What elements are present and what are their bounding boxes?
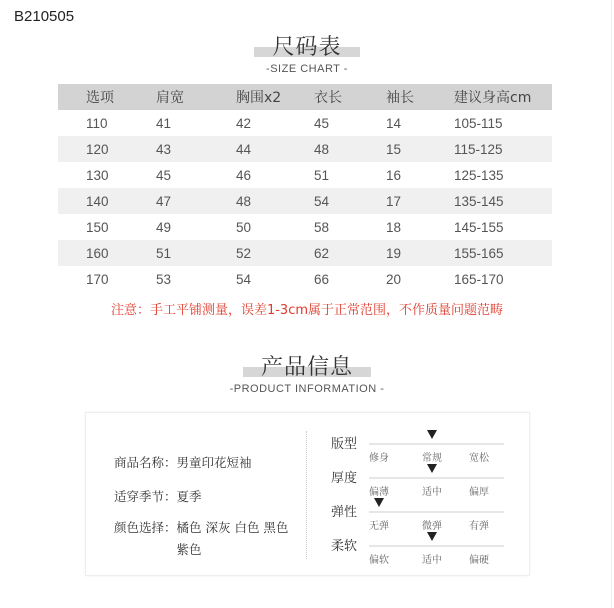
table-cell: 115-125 <box>454 136 552 162</box>
selected-indicator-icon <box>427 430 437 439</box>
table-cell: 41 <box>156 115 172 131</box>
table-cell: 20 <box>386 271 402 287</box>
table-cell: 48 <box>236 188 314 214</box>
measurement-note: 注意：手工平铺测量，误差1-3cm属于正常范围，不作质量问题范畴 <box>110 303 504 318</box>
scale-option: 无弹 <box>369 521 389 532</box>
scale-track <box>369 511 504 513</box>
scale-track <box>369 443 504 445</box>
table-cell: 170 <box>86 271 109 287</box>
scale-option: 有弹 <box>469 521 489 532</box>
table-cell: 140 <box>58 188 156 214</box>
header-cell: 肩宽 <box>156 84 236 110</box>
table-cell: 145-155 <box>454 219 504 235</box>
scale-option: 宽松 <box>469 453 489 464</box>
table-cell: 18 <box>386 219 402 235</box>
header-cell: 袖长 <box>386 84 454 110</box>
header-cell: 胸围x2 <box>236 84 314 110</box>
table-cell: 49 <box>156 219 172 235</box>
product-info-title: 产品信息 <box>243 350 371 381</box>
table-cell: 54 <box>314 188 386 214</box>
table-cell: 44 <box>236 136 314 162</box>
scale-option: 偏薄 <box>369 487 389 498</box>
table-cell: 16 <box>386 167 402 183</box>
header-cell: 建议身高cm <box>454 84 552 110</box>
table-cell: 58 <box>314 219 330 235</box>
selected-indicator-icon <box>427 532 437 541</box>
table-cell: 15 <box>386 136 454 162</box>
table-cell: 17 <box>386 188 454 214</box>
scale-option: 偏硬 <box>469 555 489 566</box>
size-chart-title: 尺码表 <box>254 30 359 61</box>
table-cell: 42 <box>236 115 252 131</box>
scale-option: 适中 <box>422 487 442 498</box>
table-row <box>58 188 552 214</box>
table-cell: 46 <box>236 167 252 183</box>
selected-indicator-icon <box>374 498 384 507</box>
table-row <box>58 240 552 266</box>
table-row <box>58 136 552 162</box>
table-row <box>58 110 552 136</box>
table-cell: 66 <box>314 271 330 287</box>
table-cell: 43 <box>156 136 236 162</box>
selected-indicator-icon <box>427 464 437 473</box>
table-cell: 130 <box>86 167 109 183</box>
table-row <box>58 266 552 292</box>
attribute-label: 柔软 <box>331 539 358 554</box>
scale-track <box>369 477 504 479</box>
product-code: B210505 <box>14 8 75 25</box>
table-cell: 51 <box>156 240 236 266</box>
product-info-heading <box>0 350 614 395</box>
table-cell: 50 <box>236 219 252 235</box>
header-cell: 选项 <box>58 84 156 110</box>
table-cell: 51 <box>314 167 330 183</box>
info-divider <box>306 431 307 559</box>
size-table <box>58 84 552 292</box>
scale-option: 微弹 <box>422 521 442 532</box>
attribute-label: 厚度 <box>331 471 358 486</box>
table-cell: 160 <box>58 240 156 266</box>
table-cell: 53 <box>156 271 172 287</box>
table-cell: 48 <box>314 136 386 162</box>
table-cell: 125-135 <box>454 167 504 183</box>
product-info-subtitle: -PRODUCT INFORMATION - <box>229 383 385 395</box>
field-colors: 颜色选择：橘色 深灰 白色 黑色 紫色 <box>114 520 289 557</box>
table-cell: 120 <box>58 136 156 162</box>
scale-option: 修身 <box>369 453 389 464</box>
table-cell: 135-145 <box>454 188 552 214</box>
header-cell: 衣长 <box>314 84 386 110</box>
table-row <box>58 162 552 188</box>
scale-option: 适中 <box>422 555 442 566</box>
table-cell: 105-115 <box>454 115 503 131</box>
field-product-name: 商品名称：男童印花短袖 <box>114 455 252 470</box>
table-cell: 14 <box>386 115 402 131</box>
attribute-label: 弹性 <box>331 505 358 520</box>
table-cell: 165-170 <box>454 271 504 287</box>
scale-option: 偏厚 <box>469 487 489 498</box>
table-cell: 110 <box>86 115 108 131</box>
scale-option: 常规 <box>422 453 442 464</box>
table-cell: 19 <box>386 240 454 266</box>
table-row <box>58 214 552 240</box>
size-chart-subtitle: -SIZE CHART - <box>266 63 348 75</box>
table-cell: 155-165 <box>454 240 552 266</box>
scale-option: 偏软 <box>369 555 389 566</box>
scale-track <box>369 545 504 547</box>
product-info-box <box>85 412 530 576</box>
table-header-row <box>58 84 552 110</box>
table-cell: 54 <box>236 271 252 287</box>
table-cell: 150 <box>86 219 109 235</box>
table-cell: 45 <box>314 115 330 131</box>
field-season: 适穿季节：夏季 <box>114 489 202 504</box>
table-cell: 52 <box>236 240 314 266</box>
table-cell: 45 <box>156 167 172 183</box>
size-chart-heading <box>0 30 614 75</box>
table-cell: 47 <box>156 188 236 214</box>
table-cell: 62 <box>314 240 386 266</box>
attribute-label: 版型 <box>331 437 358 452</box>
